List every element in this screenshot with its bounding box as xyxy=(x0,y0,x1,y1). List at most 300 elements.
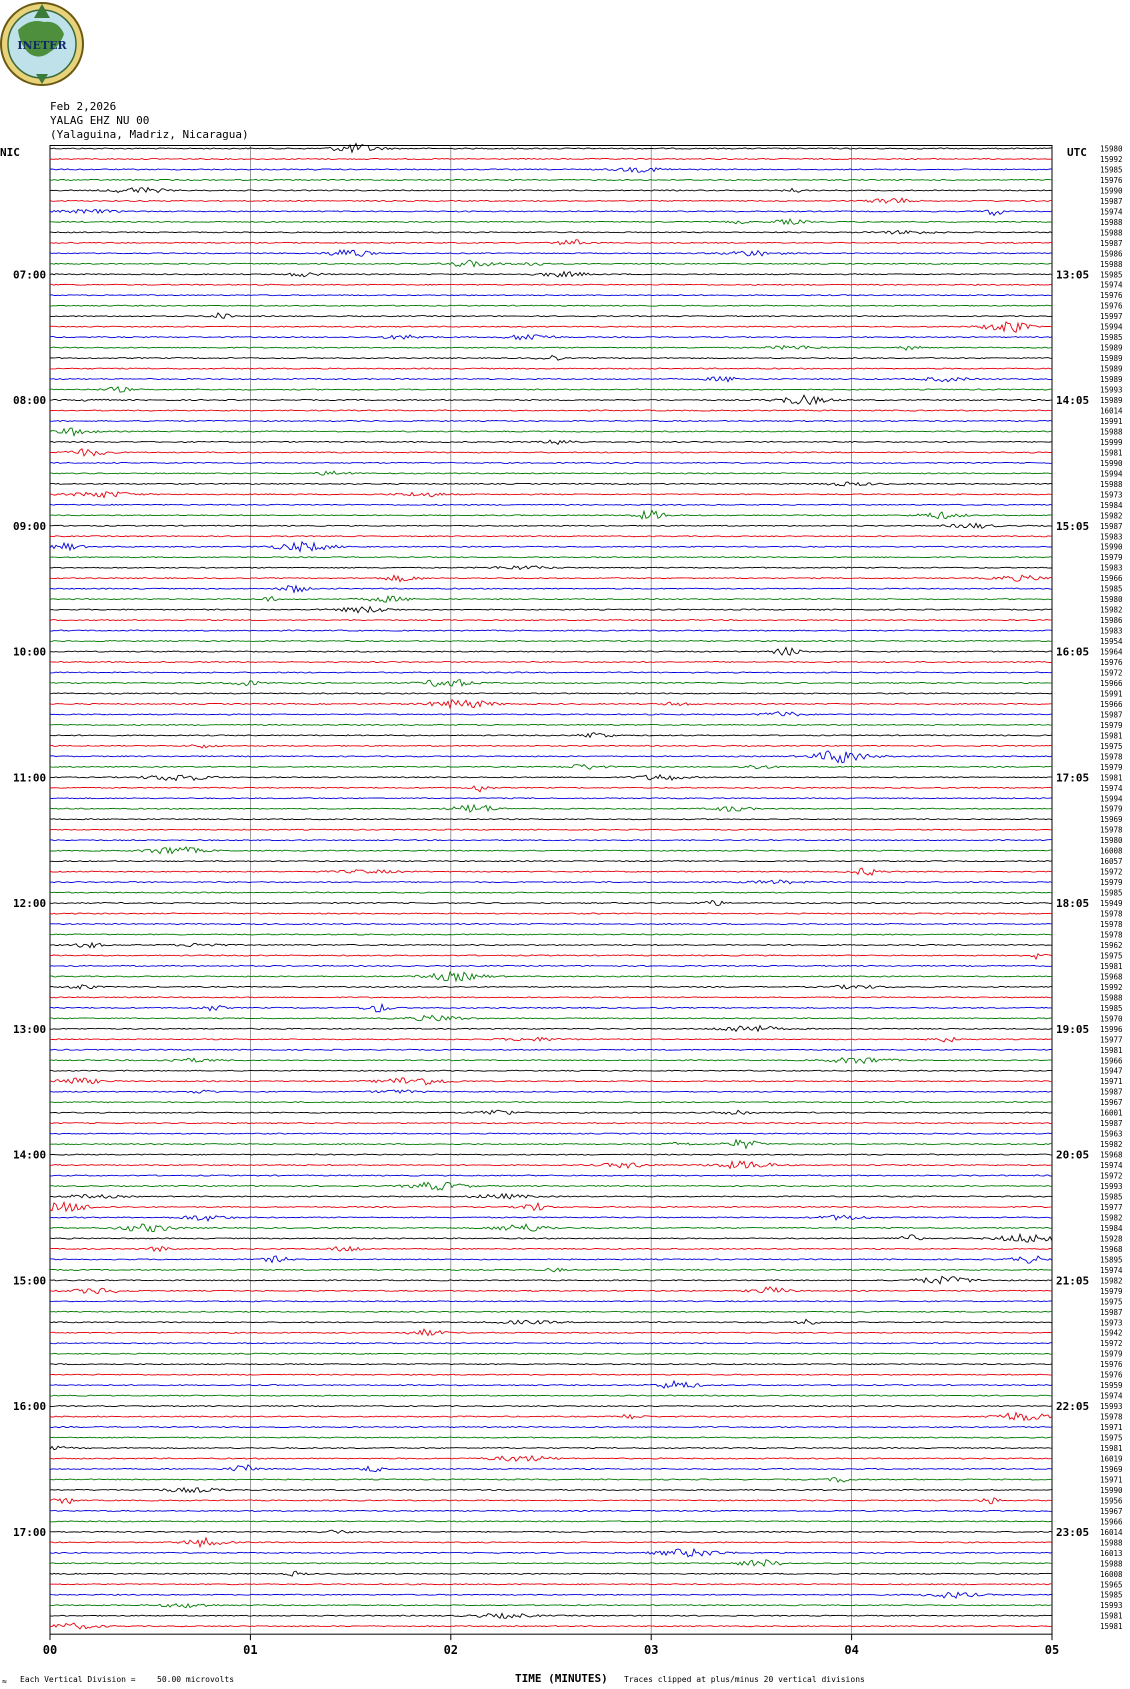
seismic-trace xyxy=(50,462,1052,463)
trace-mean-label: 15970 xyxy=(1100,1014,1123,1024)
trace-mean-label: 15954 xyxy=(1100,637,1123,647)
seismic-trace xyxy=(50,1446,1052,1449)
seismic-trace xyxy=(50,775,1052,781)
trace-mean-label: 15968 xyxy=(1100,972,1123,982)
trace-mean-label: 15974 xyxy=(1100,1391,1123,1401)
seismic-trace xyxy=(50,387,1052,392)
seismic-trace xyxy=(50,356,1052,361)
trace-mean-label: 16019 xyxy=(1100,1454,1123,1464)
trace-mean-label: 15985 xyxy=(1100,584,1123,594)
trace-mean-label: 15983 xyxy=(1100,532,1123,542)
x-tick-label: 03 xyxy=(643,1643,659,1658)
trace-mean-label: 15982 xyxy=(1100,1276,1123,1286)
seismic-trace xyxy=(50,798,1052,799)
seismic-trace xyxy=(50,557,1052,558)
trace-mean-label: 15985 xyxy=(1100,1192,1123,1202)
trace-mean-label: 15991 xyxy=(1100,689,1123,699)
trace-mean-label: 15966 xyxy=(1100,1056,1123,1066)
seismic-trace xyxy=(50,892,1052,893)
trace-mean-label: 16008 xyxy=(1100,846,1123,856)
trace-mean-label: 15993 xyxy=(1100,1601,1123,1611)
trace-mean-label: 15976 xyxy=(1100,1370,1123,1380)
seismic-trace xyxy=(50,1413,1052,1421)
trace-mean-label: 16014 xyxy=(1100,1527,1123,1537)
trace-mean-label: 15999 xyxy=(1100,437,1123,447)
trace-mean-label: 15993 xyxy=(1100,385,1123,395)
trace-mean-label: 15975 xyxy=(1100,951,1123,961)
trace-mean-label: 15969 xyxy=(1100,1464,1123,1474)
trace-mean-label: 15987 xyxy=(1100,521,1123,531)
seismic-trace xyxy=(50,641,1052,642)
x-axis-title: TIME (MINUTES) xyxy=(515,1672,608,1685)
trace-mean-label: 15992 xyxy=(1100,154,1123,164)
trace-mean-label: 15972 xyxy=(1100,668,1123,678)
seismic-trace xyxy=(50,924,1052,925)
seismic-trace xyxy=(50,295,1052,296)
seismic-trace xyxy=(50,168,1052,173)
seismic-trace xyxy=(50,1381,1052,1388)
seismic-trace xyxy=(50,805,1052,812)
trace-mean-label: 15988 xyxy=(1100,1559,1123,1569)
trace-mean-label: 15971 xyxy=(1100,1077,1123,1087)
trace-mean-label: 15965 xyxy=(1100,1580,1123,1590)
seismic-trace xyxy=(50,1465,1052,1472)
seismic-trace xyxy=(50,1623,1052,1629)
seismic-trace xyxy=(50,1268,1052,1272)
trace-mean-label: 15985 xyxy=(1100,1003,1123,1013)
seismic-trace xyxy=(50,880,1052,884)
trace-mean-label: 15989 xyxy=(1100,396,1123,406)
seismic-trace xyxy=(50,1247,1052,1252)
seismic-trace xyxy=(50,1015,1052,1021)
trace-mean-label: 15972 xyxy=(1100,1339,1123,1349)
trace-mean-label: 15968 xyxy=(1100,1150,1123,1160)
seismic-trace xyxy=(50,1202,1052,1211)
local-hour-label: 14:00 xyxy=(13,1148,47,1162)
seismic-trace xyxy=(50,1584,1052,1585)
seismic-trace xyxy=(50,680,1052,687)
trace-mean-label: 15989 xyxy=(1100,364,1123,374)
seismic-trace xyxy=(50,868,1052,875)
trace-mean-label: 15969 xyxy=(1100,815,1123,825)
seismic-trace xyxy=(50,504,1052,505)
trace-mean-label: 15987 xyxy=(1100,1307,1123,1317)
trace-mean-label: 15984 xyxy=(1100,1223,1123,1233)
trace-mean-label: 15987 xyxy=(1100,1119,1123,1129)
seismic-trace xyxy=(50,1604,1052,1608)
seismic-trace xyxy=(50,840,1052,841)
trace-mean-label: 15985 xyxy=(1100,165,1123,175)
trace-mean-label: 15972 xyxy=(1100,1171,1123,1181)
utc-hour-label: 14:05 xyxy=(1056,394,1090,408)
local-hour-label: 10:00 xyxy=(13,645,47,659)
seismic-trace xyxy=(50,900,1052,905)
seismic-trace xyxy=(50,997,1052,998)
local-hour-label: 15:00 xyxy=(13,1274,47,1288)
local-hour-label: 11:00 xyxy=(13,771,47,785)
seismic-trace xyxy=(50,751,1052,763)
seismic-trace xyxy=(50,482,1052,486)
seismic-trace xyxy=(50,1456,1052,1461)
trace-mean-label: 15978 xyxy=(1100,825,1123,835)
seismic-trace xyxy=(50,188,1052,193)
trace-mean-label: 15994 xyxy=(1100,794,1123,804)
utc-hour-label: 15:05 xyxy=(1056,519,1090,533)
seismic-trace xyxy=(50,313,1052,318)
trace-mean-label: 15986 xyxy=(1100,616,1123,626)
seismic-trace xyxy=(50,765,1052,770)
x-tick-label: 00 xyxy=(42,1643,58,1658)
local-hour-label: 07:00 xyxy=(13,268,47,282)
trace-mean-label: 15971 xyxy=(1100,1475,1123,1485)
utc-hour-label: 22:05 xyxy=(1056,1400,1090,1414)
seismic-trace xyxy=(50,198,1052,203)
trace-mean-label: 15975 xyxy=(1100,741,1123,751)
seismic-trace xyxy=(50,1004,1052,1012)
trace-mean-label: 15975 xyxy=(1100,1297,1123,1307)
seismic-trace xyxy=(50,1521,1052,1522)
trace-mean-label: 15981 xyxy=(1100,1611,1123,1621)
utc-hour-label: 21:05 xyxy=(1056,1274,1090,1288)
trace-mean-label: 15974 xyxy=(1100,1265,1123,1275)
trace-mean-label: 15988 xyxy=(1100,228,1123,238)
trace-mean-label: 15979 xyxy=(1100,553,1123,563)
seismic-trace xyxy=(50,1437,1052,1438)
utc-hour-label: 16:05 xyxy=(1056,645,1090,659)
seismic-trace xyxy=(50,607,1052,613)
trace-mean-label: 15979 xyxy=(1100,762,1123,772)
seismic-trace xyxy=(50,346,1052,351)
seismic-trace xyxy=(50,1234,1052,1242)
seismic-trace xyxy=(50,1161,1052,1168)
trace-mean-label: 15967 xyxy=(1100,1506,1123,1516)
x-tick-label: 05 xyxy=(1044,1643,1060,1658)
seismic-trace xyxy=(50,1026,1052,1032)
seismic-trace xyxy=(50,1478,1052,1483)
seismic-trace xyxy=(50,662,1052,663)
trace-mean-label: 15990 xyxy=(1100,458,1123,468)
x-tick-label: 02 xyxy=(443,1643,459,1658)
trace-mean-label: 15976 xyxy=(1100,658,1123,668)
trace-mean-label: 15974 xyxy=(1100,280,1123,290)
trace-mean-label: 15996 xyxy=(1100,1024,1123,1034)
scale-value: 50.00 microvolts xyxy=(157,1675,235,1684)
trace-mean-label: 15997 xyxy=(1100,312,1123,322)
trace-mean-label: 15989 xyxy=(1100,343,1123,353)
seismic-trace xyxy=(50,179,1052,180)
seismic-trace xyxy=(50,322,1052,332)
seismic-trace xyxy=(50,231,1052,235)
trace-mean-label: 15968 xyxy=(1100,1244,1123,1254)
seismic-trace xyxy=(50,284,1052,285)
seismic-trace xyxy=(50,144,1052,153)
trace-mean-label: 15994 xyxy=(1100,322,1123,332)
record-date: Feb 2,2026 xyxy=(50,100,117,113)
trace-mean-label: 15984 xyxy=(1100,500,1123,510)
seismic-trace xyxy=(50,1510,1052,1511)
seismic-trace xyxy=(50,1287,1052,1294)
trace-mean-label: 15967 xyxy=(1100,1098,1123,1108)
trace-mean-label: 15976 xyxy=(1100,301,1123,311)
clip-note: Traces clipped at plus/minus 20 vertical divisions xyxy=(624,1675,865,1684)
trace-mean-label: 15987 xyxy=(1100,238,1123,248)
scale-label: Each Vertical Division = xyxy=(20,1675,136,1684)
utc-timezone-label: UTC xyxy=(1067,146,1087,159)
seismic-trace xyxy=(50,1374,1052,1375)
trace-mean-label: 15985 xyxy=(1100,333,1123,343)
seismic-trace xyxy=(50,1549,1052,1557)
station-code: YALAG EHZ NU 00 xyxy=(50,114,150,127)
trace-mean-label: 15987 xyxy=(1100,196,1123,206)
trace-mean-label: 16008 xyxy=(1100,1569,1123,1579)
trace-mean-label: 15979 xyxy=(1100,878,1123,888)
seismic-trace xyxy=(50,1498,1052,1504)
seismic-trace xyxy=(50,219,1052,224)
trace-mean-label: 15979 xyxy=(1100,1349,1123,1359)
trace-mean-label: 15979 xyxy=(1100,1286,1123,1296)
seismic-trace xyxy=(50,786,1052,792)
seismic-trace xyxy=(50,943,1052,948)
trace-mean-label: 15963 xyxy=(1100,1129,1123,1139)
seismic-trace xyxy=(50,536,1052,537)
seismic-trace xyxy=(50,240,1052,245)
seismic-trace xyxy=(50,1175,1052,1176)
seismic-trace xyxy=(50,335,1052,340)
trace-mean-label: 15978 xyxy=(1100,752,1123,762)
seismic-trace xyxy=(50,368,1052,369)
trace-mean-label: 15972 xyxy=(1100,867,1123,877)
trace-mean-label: 15947 xyxy=(1100,1066,1123,1076)
seismic-trace xyxy=(50,272,1052,277)
seismic-trace xyxy=(50,210,1052,216)
logo-text: INETER xyxy=(17,39,67,52)
trace-mean-label: 15976 xyxy=(1100,1360,1123,1370)
seismic-trace xyxy=(50,1110,1052,1114)
trace-mean-label: 15962 xyxy=(1100,940,1123,950)
seismic-trace xyxy=(50,1560,1052,1566)
seismic-trace xyxy=(50,1058,1052,1064)
seismic-trace xyxy=(50,566,1052,570)
trace-mean-label: 15988 xyxy=(1100,1538,1123,1548)
trace-mean-label: 15966 xyxy=(1100,574,1123,584)
trace-mean-label: 15981 xyxy=(1100,731,1123,741)
seismic-trace xyxy=(50,1395,1052,1396)
seismic-trace xyxy=(50,954,1052,959)
seismic-trace xyxy=(50,250,1052,256)
seismic-trace xyxy=(50,575,1052,582)
trace-mean-label: 15983 xyxy=(1100,626,1123,636)
seismic-trace xyxy=(50,1613,1052,1618)
seismic-trace xyxy=(50,934,1052,935)
seismic-trace xyxy=(50,158,1052,159)
trace-mean-label: 15988 xyxy=(1100,993,1123,1003)
utc-hour-label: 19:05 xyxy=(1056,1022,1090,1036)
seismic-trace xyxy=(50,620,1052,621)
trace-mean-label: 15977 xyxy=(1100,1035,1123,1045)
trace-mean-label: 15982 xyxy=(1100,1213,1123,1223)
trace-mean-label: 16057 xyxy=(1100,857,1123,867)
trace-mean-label: 15983 xyxy=(1100,563,1123,573)
local-hour-label: 09:00 xyxy=(13,519,47,533)
seismic-trace xyxy=(50,440,1052,444)
trace-mean-label: 15989 xyxy=(1100,354,1123,364)
seismic-trace xyxy=(50,1530,1052,1533)
x-tick-label: 01 xyxy=(243,1643,258,1658)
seismic-trace xyxy=(50,847,1052,854)
seismic-trace xyxy=(50,377,1052,382)
seismic-trace xyxy=(50,542,1052,552)
seismic-trace xyxy=(50,1406,1052,1407)
seismic-trace xyxy=(50,428,1052,436)
trace-mean-label: 15978 xyxy=(1100,909,1123,919)
utc-hour-label: 13:05 xyxy=(1056,268,1090,282)
seismic-trace xyxy=(50,724,1052,725)
trace-mean-label: 15979 xyxy=(1100,804,1123,814)
seismic-trace xyxy=(50,630,1052,631)
seismic-trace xyxy=(50,410,1052,411)
trace-mean-label: 15982 xyxy=(1100,605,1123,615)
seismic-trace xyxy=(50,471,1052,475)
seismic-trace xyxy=(50,1276,1052,1283)
trace-mean-label: 15978 xyxy=(1100,1412,1123,1422)
seismic-trace xyxy=(50,1488,1052,1493)
trace-mean-label: 15988 xyxy=(1100,427,1123,437)
seismic-trace xyxy=(50,1070,1052,1071)
trace-mean-label: 15974 xyxy=(1100,1161,1123,1171)
trace-mean-label: 15928 xyxy=(1100,1234,1123,1244)
trace-mean-label: 15992 xyxy=(1100,982,1123,992)
seismic-trace xyxy=(50,700,1052,708)
seismic-trace xyxy=(50,829,1052,830)
trace-mean-label: 15982 xyxy=(1100,1140,1123,1150)
trace-mean-label: 15980 xyxy=(1100,144,1123,154)
seismic-trace xyxy=(50,1140,1052,1149)
trace-mean-label: 15959 xyxy=(1100,1381,1123,1391)
seismic-trace xyxy=(50,596,1052,602)
seismic-trace xyxy=(50,672,1052,673)
seismic-trace xyxy=(50,586,1052,593)
trace-mean-label: 15986 xyxy=(1100,249,1123,259)
trace-mean-label: 15994 xyxy=(1100,469,1123,479)
trace-mean-label: 15991 xyxy=(1100,416,1123,426)
trace-mean-label: 15980 xyxy=(1100,836,1123,846)
seismic-trace xyxy=(50,1538,1052,1547)
station-location: (Yalaguina, Madriz, Nicaragua) xyxy=(50,128,249,141)
seismic-trace xyxy=(50,492,1052,498)
seismic-trace xyxy=(50,449,1052,456)
seismic-trace xyxy=(50,1256,1052,1263)
seismic-trace xyxy=(50,913,1052,914)
utc-hour-label: 18:05 xyxy=(1056,897,1090,911)
trace-mean-label: 16014 xyxy=(1100,406,1123,416)
trace-mean-label: 15949 xyxy=(1100,899,1123,909)
seismic-trace xyxy=(50,260,1052,267)
local-hour-label: 16:00 xyxy=(13,1400,47,1414)
trace-mean-label: 15982 xyxy=(1100,511,1123,521)
trace-mean-label: 15981 xyxy=(1100,448,1123,458)
utc-hour-label: 17:05 xyxy=(1056,771,1090,785)
seismic-trace xyxy=(50,1319,1052,1324)
seismic-trace xyxy=(50,420,1052,421)
trace-mean-label: 15981 xyxy=(1100,961,1123,971)
seismic-trace xyxy=(50,1194,1052,1199)
trace-mean-label: 15966 xyxy=(1100,678,1123,688)
seismic-trace xyxy=(50,1224,1052,1232)
trace-mean-label: 15981 xyxy=(1100,1622,1123,1632)
seismic-trace xyxy=(50,733,1052,738)
trace-mean-label: 15985 xyxy=(1100,270,1123,280)
trace-mean-label: 15981 xyxy=(1100,1045,1123,1055)
trace-mean-label: 15993 xyxy=(1100,1402,1123,1412)
seismic-trace xyxy=(50,861,1052,862)
trace-mean-label: 15979 xyxy=(1100,720,1123,730)
local-hour-label: 08:00 xyxy=(13,394,47,408)
trace-mean-label: 15988 xyxy=(1100,259,1123,269)
seismic-trace xyxy=(50,985,1052,989)
corner-mark: ≈ xyxy=(2,1677,7,1686)
trace-mean-label: 15980 xyxy=(1100,595,1123,605)
seismic-trace xyxy=(50,1571,1052,1576)
seismic-trace xyxy=(50,305,1052,306)
seismic-trace xyxy=(50,965,1052,966)
seismic-trace xyxy=(50,1364,1052,1365)
seismic-trace xyxy=(50,745,1052,748)
utc-hour-label: 20:05 xyxy=(1056,1148,1090,1162)
seismic-trace xyxy=(50,1037,1052,1042)
seismic-trace xyxy=(50,1592,1052,1598)
trace-mean-label: 15985 xyxy=(1100,1590,1123,1600)
seismic-trace xyxy=(50,1215,1052,1221)
seismic-trace xyxy=(50,647,1052,655)
trace-mean-label: 15989 xyxy=(1100,375,1123,385)
trace-mean-label: 15978 xyxy=(1100,920,1123,930)
trace-mean-label: 15975 xyxy=(1100,1433,1123,1443)
seismic-trace xyxy=(50,693,1052,694)
trace-mean-label: 15895 xyxy=(1100,1255,1123,1265)
trace-mean-label: 15993 xyxy=(1100,1182,1123,1192)
seismic-trace xyxy=(50,1353,1052,1354)
trace-mean-label: 15976 xyxy=(1100,175,1123,185)
trace-mean-label: 16001 xyxy=(1100,1108,1123,1118)
trace-mean-label: 15973 xyxy=(1100,490,1123,500)
trace-mean-label: 15974 xyxy=(1100,207,1123,217)
seismic-trace xyxy=(50,1182,1052,1190)
local-hour-label: 12:00 xyxy=(13,897,47,911)
seismic-trace xyxy=(50,712,1052,716)
trace-mean-label: 15987 xyxy=(1100,1087,1123,1097)
trace-mean-label: 15977 xyxy=(1100,1202,1123,1212)
seismic-trace xyxy=(50,1123,1052,1124)
trace-mean-label: 16013 xyxy=(1100,1548,1123,1558)
trace-mean-label: 15990 xyxy=(1100,542,1123,552)
seismic-trace xyxy=(50,1102,1052,1103)
seismic-trace xyxy=(50,1090,1052,1093)
seismic-trace xyxy=(50,1154,1052,1155)
trace-mean-label: 15988 xyxy=(1100,479,1123,489)
trace-mean-label: 15988 xyxy=(1100,217,1123,227)
utc-hour-label: 23:05 xyxy=(1056,1525,1090,1539)
trace-mean-label: 15971 xyxy=(1100,1423,1123,1433)
trace-mean-label: 15964 xyxy=(1100,647,1123,657)
trace-mean-label: 15990 xyxy=(1100,1485,1123,1495)
local-hour-label: 13:00 xyxy=(13,1022,47,1036)
seismic-trace xyxy=(50,1343,1052,1344)
seismic-trace xyxy=(50,972,1052,981)
seismic-trace xyxy=(50,395,1052,404)
trace-mean-label: 15981 xyxy=(1100,773,1123,783)
local-timezone-label: NIC xyxy=(0,146,20,159)
trace-mean-label: 15990 xyxy=(1100,186,1123,196)
